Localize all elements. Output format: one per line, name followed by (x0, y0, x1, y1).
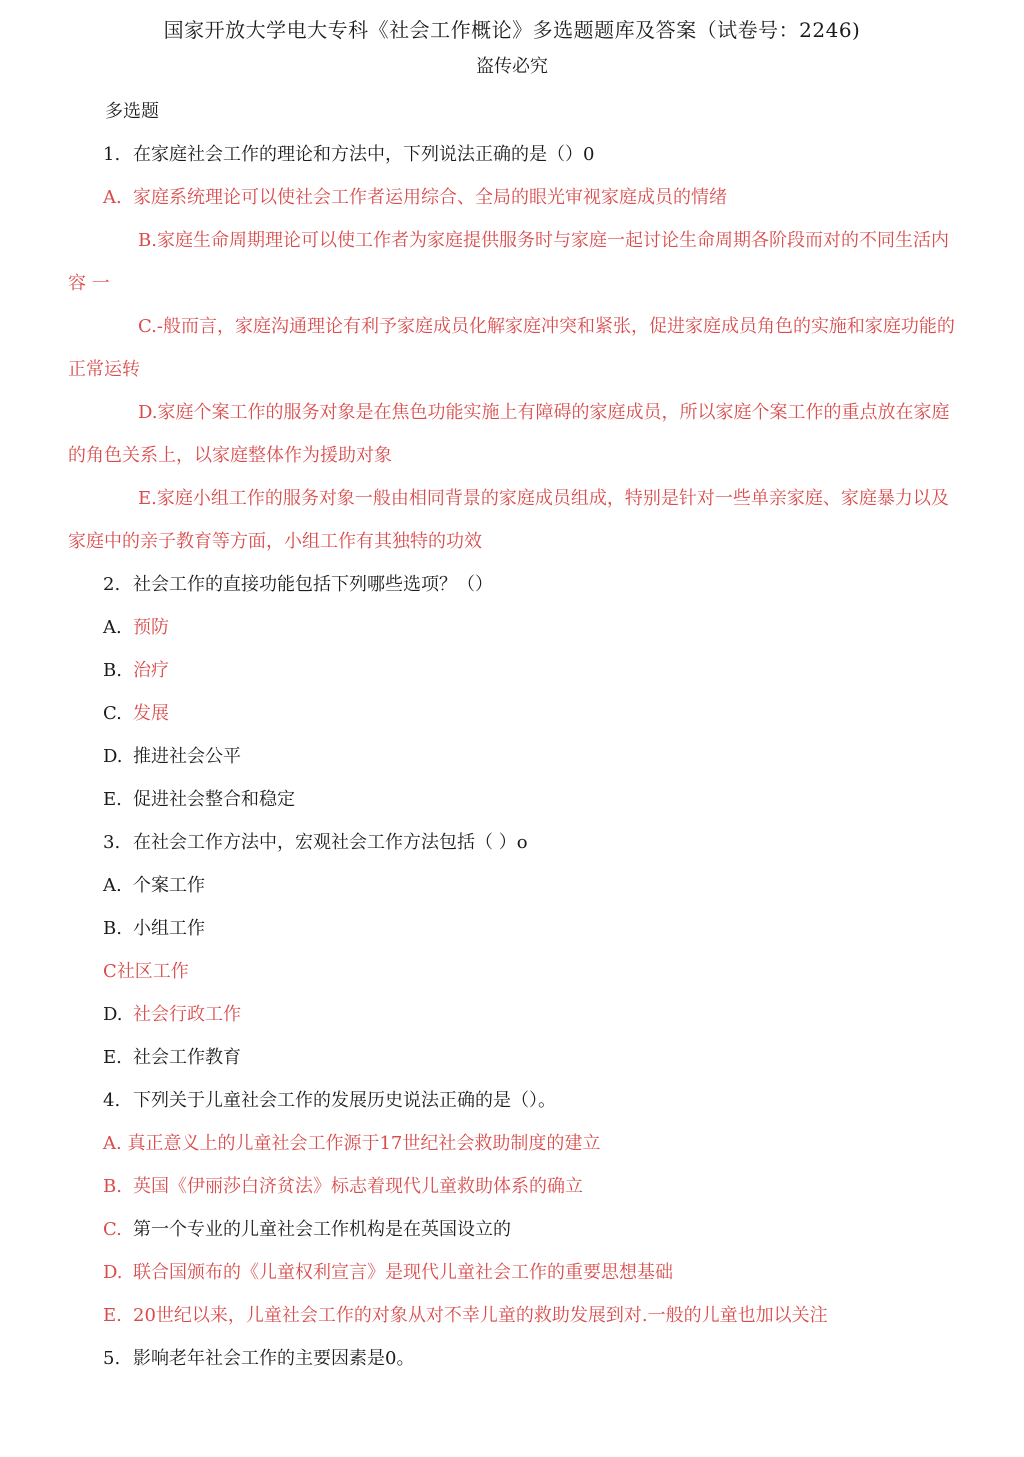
option-label: E. (138, 488, 157, 509)
option-label: E. (103, 1305, 122, 1326)
question-text: 下列关于儿童社会工作的发展历史说法正确的是（）。 (133, 1090, 556, 1111)
option-text: 英国《伊丽莎白济贫法》标志着现代儿童救助体系的确立 (133, 1176, 583, 1197)
question-number: 3. (103, 832, 121, 853)
option-text: 家庭生命周期理论可以使工作者为家庭提供服务时与家庭一起讨论生命周期各阶段而对的不同生活内容 一 (68, 230, 949, 294)
option-label: A. (103, 617, 122, 638)
answer-option (68, 1165, 960, 1208)
answer-option (68, 305, 960, 391)
answer-option (68, 606, 960, 649)
option-text: 预防 (133, 617, 169, 638)
option-label: D. (103, 1262, 123, 1283)
question-number: 5. (103, 1348, 121, 1369)
option-text: C社区工作 (103, 961, 189, 982)
answer-option (68, 1036, 960, 1079)
option-text: 家庭个案工作的服务对象是在焦色功能实施上有障碍的家庭成员，所以家庭个案工作的重点放在家庭的角色关系上，以家庭整体作为援助对象 (68, 402, 950, 466)
option-label: B. (103, 918, 122, 939)
question-stem (68, 563, 960, 606)
option-text: 第一个专业的儿童社会工作机构是在英国设立的 (133, 1219, 511, 1240)
question-text: 社会工作的直接功能包括下列哪些选项？（） (133, 574, 493, 595)
question-text: 在家庭社会工作的理论和方法中，下列说法正确的是（）0 (133, 144, 595, 165)
answer-option (68, 778, 960, 821)
option-text: 真正意义上的儿童社会工作源于17世纪社会救助制度的建立 (127, 1133, 601, 1154)
answer-option (68, 1208, 960, 1251)
answer-option (68, 391, 960, 477)
option-text: 社会行政工作 (133, 1004, 241, 1025)
question-stem (68, 133, 960, 176)
question-text: 影响老年社会工作的主要因素是0。 (133, 1348, 415, 1369)
answer-option (68, 649, 960, 692)
option-text: 个案工作 (133, 875, 205, 896)
option-text: 社会工作教育 (133, 1047, 241, 1068)
question-stem (68, 1079, 960, 1122)
question-number: 1. (103, 144, 121, 165)
section-heading: 多选题 (105, 101, 159, 122)
option-label: D. (103, 746, 123, 767)
document-body (68, 90, 960, 1380)
page-title: 国家开放大学电大专科《社会工作概论》多选题题库及答案（试卷号：2246) (163, 18, 861, 42)
question-stem (68, 821, 960, 864)
answer-option (68, 950, 960, 993)
option-label: A. (103, 875, 122, 896)
option-label: B. (103, 1176, 122, 1197)
option-text: 20世纪以来，儿童社会工作的对象从对不幸儿童的救助发展到对.一般的儿童也加以关注 (133, 1305, 828, 1326)
answer-option (68, 176, 960, 219)
option-label: C. (103, 1219, 122, 1240)
question-number: 2. (103, 574, 121, 595)
option-text: 发展 (133, 703, 169, 724)
option-label: B. (138, 230, 157, 251)
option-label: B. (103, 660, 122, 681)
option-text: 联合国颁布的《儿童权利宣言》是现代儿童社会工作的重要思想基础 (133, 1262, 673, 1283)
option-text: 推进社会公平 (133, 746, 241, 767)
option-label: E. (103, 789, 122, 810)
option-label: E. (103, 1047, 122, 1068)
page-subtitle: 盗传必究 (476, 56, 548, 77)
option-text: 家庭系统理论可以使社会工作者运用综合、全局的眼光审视家庭成员的情绪 (133, 187, 727, 208)
option-label: A. (103, 187, 122, 208)
option-label: C. (138, 316, 157, 337)
answer-option (68, 864, 960, 907)
question-number: 4. (103, 1090, 121, 1111)
answer-option (68, 219, 960, 305)
answer-option (68, 477, 960, 563)
option-text: 促进社会整合和稳定 (133, 789, 295, 810)
option-label: D. (103, 1004, 123, 1025)
option-label: C. (103, 703, 122, 724)
option-text: 治疗 (133, 660, 169, 681)
answer-option (68, 907, 960, 950)
option-label: D. (138, 402, 158, 423)
answer-option (68, 1122, 960, 1165)
answer-option (68, 692, 960, 735)
option-text: 小组工作 (133, 918, 205, 939)
answer-option (68, 1251, 960, 1294)
option-label: A. (103, 1133, 122, 1154)
option-text: 家庭小组工作的服务对象一般由相同背景的家庭成员组成，特别是针对一些单亲家庭、家庭暴力以及家庭中的亲子教育等方面，小组工作有其独特的功效 (68, 488, 949, 552)
question-text: 在社会工作方法中，宏观社会工作方法包括（ ）o (133, 832, 528, 853)
option-text: -般而言，家庭沟通理论有利予家庭成员化解家庭冲突和紧张，促进家庭成员角色的实施和家庭功能的正常运转 (68, 316, 955, 380)
answer-option (68, 735, 960, 778)
answer-option (68, 1294, 960, 1337)
answer-option (68, 993, 960, 1036)
question-stem (68, 1337, 960, 1380)
